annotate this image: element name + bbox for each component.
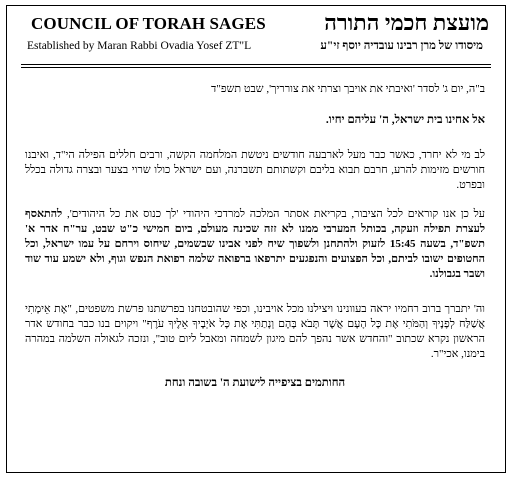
paragraph-2 xyxy=(25,207,485,282)
paragraph-2-intro: על כן אנו קוראים לכל הציבור, בקריאת אסתר המלכה למרדכי היהודי 'לך כנוס את כל היהודים', xyxy=(66,208,486,220)
date-line: ב"ה, יום ג' לסדר 'ואיבתי את אויבך וצרתי את צורריך', שבט תשפ"ד xyxy=(211,83,485,95)
paragraph-3: וה' יתברך ברוב רחמיו יראה בעוונינו ויצילנו מכל אויבינו, וכפי שהובטחנו בפרשתנו פרשת משפטים, "אֶת אֵימָתִי אֲשַׁלַּח לְפָנֶיךָ וְהַמֹּתִי אֶת כָּל הָעָם אֲשֶׁר תָּבֹא בָּהֶם וְנָתַתִּי אֶת כָּל אֹיְבֶיךָ אֵלֶיךָ עֹרֶף" ויקוים בנו כבר בחודש אדר הראשון נקרא שכתוב "והחדש אשר נהפך להם מיגון לשמחה ומאבל ליום טוב", ונזכה לגאולה השלמה במהרה בימנו, אכי"ר. xyxy=(25,303,485,360)
letter-body xyxy=(25,76,485,466)
header-divider-thin xyxy=(21,67,491,68)
english-title: COUNCIL OF TORAH SAGES xyxy=(31,14,266,33)
english-subtitle: Established by Maran Rabbi Ovadia Yosef ZT"L xyxy=(27,40,252,52)
hebrew-subtitle: מיסודו של מרן רבינו עובדיה יוסף זי"ע xyxy=(320,40,483,52)
paragraph-1: לב מי לא יחרד, כאשר כבר מעל לארבעה חודשים ניטשת המלחמה הקשה, ורבים חללים הפילה הי"ד, ואיבנו חורשים מזימות להרע, חרבם תבוא בליבם וקשתותם תשברנה, ועם ישראל כולו שרוי בצער ובצרה גדולה בכלל ובפרט. xyxy=(25,149,485,191)
letterhead xyxy=(7,6,505,58)
letter-page xyxy=(6,5,506,473)
hebrew-title: מועצת חכמי התורה xyxy=(324,10,489,35)
header-divider xyxy=(21,64,491,65)
greeting: אל אחינו בית ישראל, ה' עליהם יחיו. xyxy=(325,114,485,126)
paragraph-2-call: להתאסף לעצרת תפילה וזעקה, בכותל המערבי ממנו לא זזה שכינה מעולם, ביום חמישי כ"ט שבט, ער"ח אדר א' תשפ"ד, בשעה 15:45 לזעוק ולהתחנן ולשפוך שיח לפני אבינו שבשמים, שיחוס וירחם על עמו ישראל, וכל החטופים ישובו לביתם, וכל הפצועים והנפגעים יתרפאו ברפואה שלמה רפואת הנפש וגוף, ולא ישמע עוד שוד ושבר בגבולנו. xyxy=(25,208,485,280)
signature-line: החותמים בציפייה לישועת ה' בשובה ונחת xyxy=(164,377,346,389)
